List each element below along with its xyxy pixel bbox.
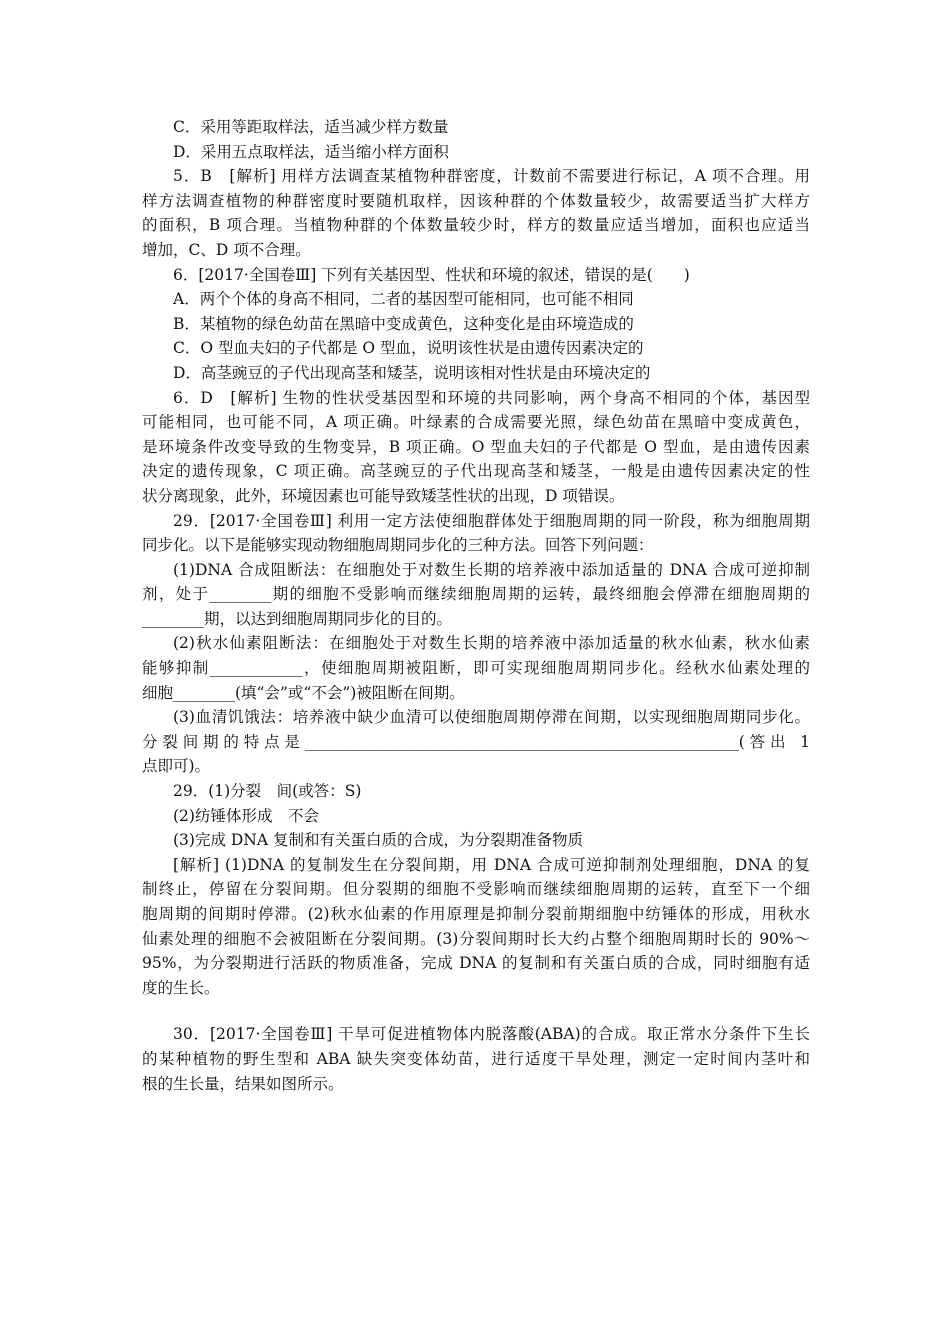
text-line: (2)纺锤体形成 不会 (173, 806, 319, 825)
text-line: C．采用等距取样法，适当减少样方数量 (173, 118, 449, 136)
text-line: 样方法调查植物的种群密度时要随机取样，因该种群的个体数量较少，故需要适当扩大样方 (142, 191, 810, 210)
text-line: (2)秋水仙素阻断法：在细胞处于对数生长期的培养液中添加适量的秋水仙素，秋水仙素 (173, 634, 810, 653)
text-line: 增加，C、D 项不合理。 (142, 240, 311, 259)
text-line: 同步化。以下是能够实现动物细胞周期同步化的三种方法。回答下列问题： (142, 536, 654, 555)
text-block-question-30 (142, 1022, 810, 1096)
text-line: 的某种植物的野生型和 ABA 缺失突变体幼苗，进行适度干旱处理，测定一定时间内茎叶和 (142, 1049, 810, 1068)
document-page (142, 115, 810, 1096)
text-line: C．O 型血夫妇的子代都是 O 型血，说明该性状是由遗传因素决定的 (173, 339, 644, 358)
text-line: 细胞________(填“会”或“不会”)被阻断在间期。 (142, 683, 465, 702)
paragraph-gap (142, 1000, 810, 1022)
text-line: [解析] (1)DNA 的复制发生在分裂间期，用 DNA 合成可逆抑制剂处理细胞，DNA 的复 (173, 855, 810, 874)
text-line: 可能相同，也可能不同，A 项正确。叶绿素的合成需要光照，绿色幼苗在黑暗中变成黄色， (142, 413, 810, 432)
text-line: 95%，为分裂期进行活跃的物质准备，完成 DNA 的复制和有关蛋白质的合成，同时细胞有适 (142, 954, 810, 973)
text-line: 点即可)。 (142, 757, 211, 776)
text-line: 分裂间期的特点是________________________________________________________(答出 1 (142, 732, 810, 751)
text-line: 是环境条件改变导致的生物变异，B 项正确。O 型血夫妇的子代都是 O 型血，是由遗传因素 (142, 437, 810, 456)
text-line: 30．[2017·全国卷Ⅲ] 干旱可促进植物体内脱落酸(ABA)的合成。取正常水分条件下生长 (173, 1025, 810, 1044)
text-line: D．采用五点取样法，适当缩小样方面积 (173, 142, 449, 161)
text-line: B．某植物的绿色幼苗在黑暗中变成黄色，这种变化是由环境造成的 (173, 314, 634, 333)
text-line: ________期，以达到细胞周期同步化的目的。 (142, 609, 453, 628)
text-line: 29．(1)分裂 间(或答：S) (173, 782, 362, 801)
text-line: 6．D [解析] 生物的性状受基因型和环境的共同影响，两个身高不相同的个体，基因型 (173, 388, 810, 407)
text-line: 能够抑制____________，使细胞周期被阻断，即可实现细胞周期同步化。经秋水仙素处理的 (142, 659, 810, 678)
text-line: 胞周期的间期时停滞。(2)秋水仙素的作用原理是抑制分裂前期细胞中纺锤体的形成，用秋水 (142, 905, 810, 923)
text-line: 决定的遗传现象，C 项正确。高茎豌豆的子代出现高茎和矮茎，一般是由遗传因素决定的性 (142, 462, 810, 481)
text-line: 根的生长量，结果如图所示。 (142, 1074, 344, 1093)
text-line: 29．[2017·全国卷Ⅲ] 利用一定方法使细胞群体处于细胞周期的同一阶段，称为细胞周期 (173, 511, 810, 530)
text-block-main (142, 115, 810, 1000)
text-line: (3)完成 DNA 复制和有关蛋白质的合成，为分裂期准备物质 (173, 831, 583, 850)
text-line: 6．[2017·全国卷Ⅲ] 下列有关基因型、性状和环境的叙述，错误的是( ) (173, 265, 690, 284)
text-line: 5．B [解析] 用样方法调查某植物种群密度，计数前不需要进行标记，A 项不合理。用 (173, 167, 810, 186)
text-line: (1)DNA 合成阻断法：在细胞处于对数生长期的培养液中添加适量的 DNA 合成可逆抑制 (173, 560, 810, 579)
text-line: 剂，处于________期的细胞不受影响而继续细胞周期的运转，最终细胞会停滞在细胞周期的 (142, 585, 810, 604)
text-line: 度的生长。 (142, 978, 220, 997)
text-line: 状分离现象，此外，环境因素也可能导致矮茎性状的出现，D 项错误。 (142, 486, 625, 505)
text-line: 制终止，停留在分裂间期。但分裂期的细胞不受影响而继续细胞周期的运转，直至下一个细 (142, 880, 810, 899)
text-line: (3)血清饥饿法：培养液中缺少血清可以使细胞周期停滞在间期，以实现细胞周期同步化。 (173, 708, 810, 727)
text-line: A．两个个体的身高不相同，二者的基因型可能相同，也可能不相同 (173, 290, 634, 309)
text-line: 仙素处理的细胞不会被阻断在分裂间期。(3)分裂间期时长大约占整个细胞周期时长的 90%～ (142, 929, 810, 948)
text-line: 的面积，B 项合理。当植物种群的个体数量较少时，样方的数量应适当增加，面积也应适当 (142, 216, 810, 235)
text-line: D．高茎豌豆的子代出现高茎和矮茎，说明该相对性状是由环境决定的 (173, 363, 651, 382)
